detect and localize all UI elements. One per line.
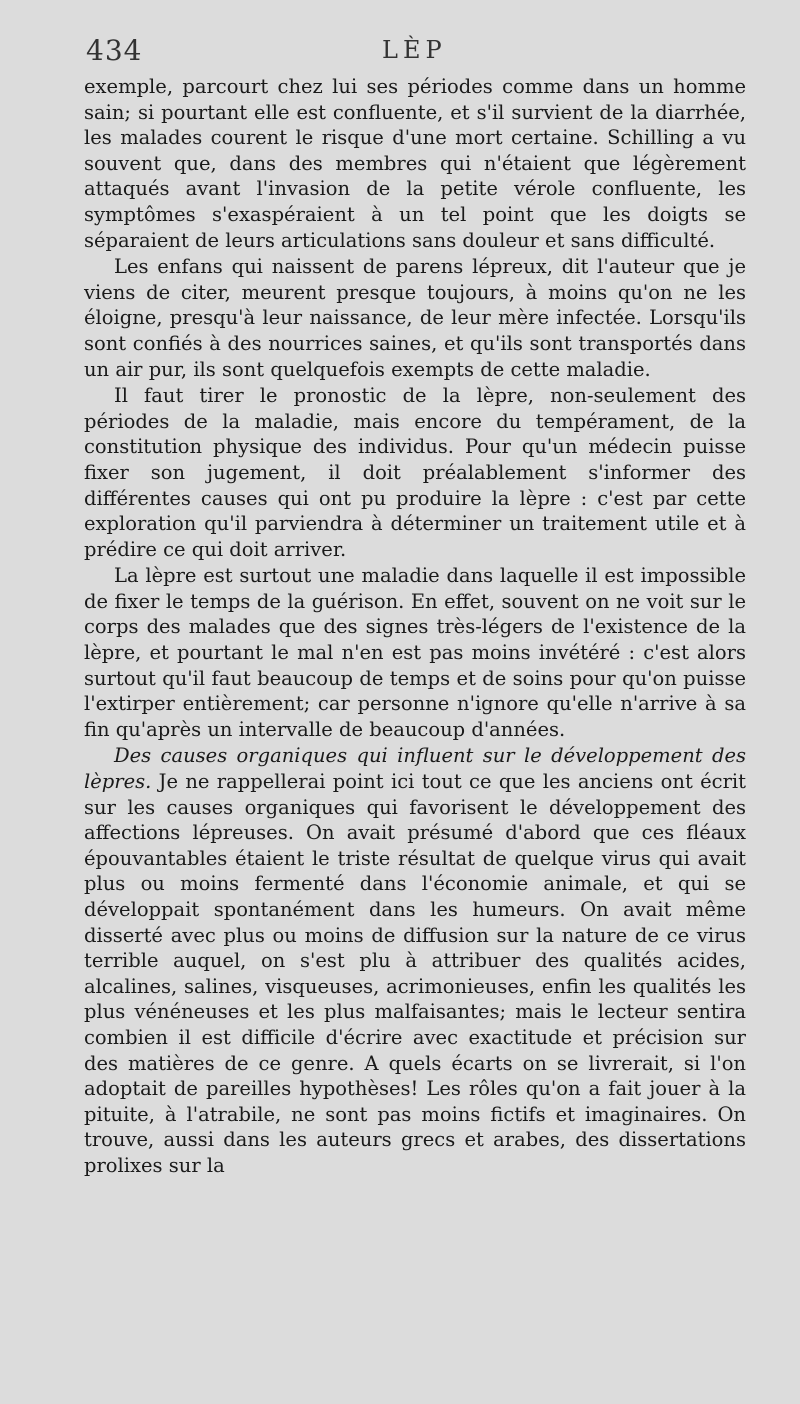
page-number: 434 (86, 34, 143, 67)
paragraph-2-text: Les enfans qui naissent de parens lépreux, dit l'auteur que je viens de citer, meurent presque toujours, à moins qu'on ne les éloigne, presqu'à leur naissance, de leur mère infectée. Lorsqu'ils sont confiés à des nourrices saines, et qu'ils sont transportés dans un air pur, ils sont quelquefois exempts de cette maladie. (84, 255, 746, 381)
paragraph-1-text: exemple, parcourt chez lui ses périodes comme dans un homme sain; si pourtant elle est confluente, et s'il survient de la diarrhée, les malades courent le risque d'une mort certaine. Schilling a vu souvent que, dans des membres qui n'étaient que légèrement attaqués avant l'invasion de la petite vérole confluente, les symptômes s'exaspéraient à un tel point que les doigts se séparaient de leurs articulations sans douleur et sans difficulté. (84, 75, 746, 252)
paragraph-3 (84, 383, 746, 562)
section-heading: Des causes organiques qui influent sur le développement des lèpres. (84, 744, 746, 794)
paragraph-4 (84, 563, 746, 742)
paragraph-5-text: Je ne rappellerai point ici tout ce que les anciens ont écrit sur les causes organiques qui favorisent le développement des affections lépreuses. On avait présumé d'abord que ces fléaux épouvantables étaient le triste résultat de quelque virus qui avait plus ou moins fermenté dans l'économie animale, et qui se développait spontanément dans les humeurs. On avait même disserté avec plus ou moins de diffusion sur la nature de ce virus terrible auquel, on s'est plu à attribuer des qualités acides, alcalines, salines, visqueuses, acrimonieuses, enfin les qualités les plus vénéneuses et les plus malfaisantes; mais le lecteur sentira combien il est difficile d'écrire avec exactitude et précision sur des matières de ce genre. A quels écarts on se livrerait, si l'on adoptait de pareilles hypothèses! Les rôles qu'on a fait jouer à la pituite, à l'atrabile, ne sont pas moins fictifs et imaginaires. On trouve, aussi dans les auteurs grecs et arabes, des dissertations prolixes sur la (84, 770, 746, 1177)
paragraph-4-text: La lèpre est surtout une maladie dans laquelle il est impossible de fixer le temps de la guérison. En effet, souvent on ne voit sur le corps des malades que des signes très-légers de l'existence de la lèpre, et pourtant le mal n'en est pas moins invétéré : c'est alors surtout qu'il faut beaucoup de temps et de soins pour qu'on puisse l'extirper entièrement; car personne n'ignore qu'elle n'arrive à sa fin qu'après un intervalle de beaucoup d'années. (84, 564, 746, 741)
paragraph-5 (84, 743, 746, 1178)
paragraph-1 (84, 74, 746, 253)
body-text (84, 74, 746, 1179)
page-header (86, 34, 746, 70)
running-head: LÈP (382, 36, 447, 64)
paragraph-3-text: Il faut tirer le pronostic de la lèpre, non-seulement des périodes de la maladie, mais encore du tempérament, de la constitution physique des individus. Pour qu'un médecin puisse fixer son jugement, il doit préalablement s'informer des différentes causes qui ont pu produire la lèpre : c'est par cette exploration qu'il parviendra à déterminer un traitement utile et à prédire ce qui doit arriver. (84, 384, 746, 561)
paragraph-2 (84, 254, 746, 382)
